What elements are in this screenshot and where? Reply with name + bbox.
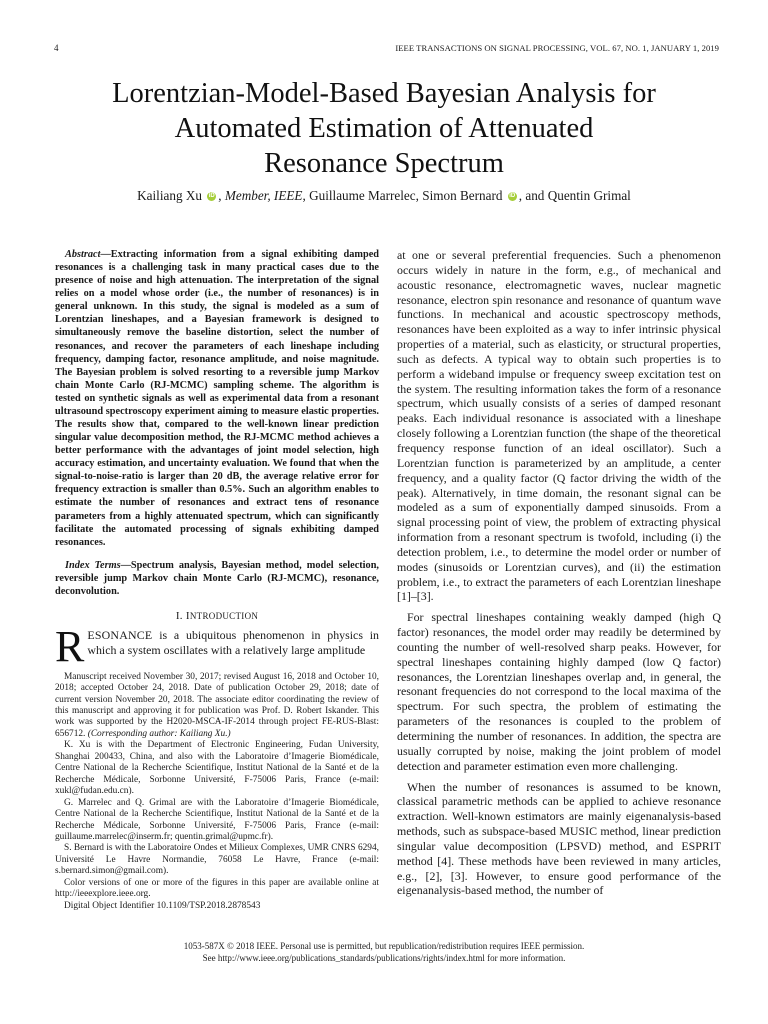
body-paragraph: For spectral lineshapes containing weakly damped (high Q factor) resonances, the model order may readily be determined by counting the number of well-resolved sharp peaks. However, for spectral lineshapes containing highly damped (low Q factor) resonances, the Lorentzian lineshapes overlap and, in general, the resonant frequencies do not correspond to the local maxima of the spectrum. For such spectra, the problem of estimating the parameters of the resonances is coupled to the problem of determining the number of resonances. In addition, the spectra are usually corrupted by noise, making the joint problem of model detection and parameter estimation even more challenging. xyxy=(397,610,721,773)
abstract-dash: — xyxy=(100,249,111,260)
copyright-line-2: See http://www.ieee.org/publications_standards/publications/rights/index.html for more information. xyxy=(202,953,566,963)
author-separator: , and xyxy=(518,188,548,203)
orcid-icon[interactable]: iD xyxy=(509,193,516,199)
index-terms xyxy=(55,559,379,598)
copyright-notice xyxy=(40,940,728,964)
footnotes xyxy=(55,672,379,913)
drop-cap: R xyxy=(55,622,85,672)
footnote-doi: Digital Object Identifier 10.1109/TSP.2018.2878543 xyxy=(64,900,261,911)
footnote-corresponding: (Corresponding author: Kailiang Xu.) xyxy=(85,728,231,739)
author-separator: , xyxy=(218,188,225,203)
author-1-role: Member, IEEE xyxy=(224,188,303,203)
section-heading xyxy=(55,610,379,622)
intro-text: is a ubiquitous phenomenon in physics in which a system oscillates with a relatively large amplitude xyxy=(87,628,379,657)
footnote-affiliation: S. Bernard is with the Laboratoire Ondes et Milieux Complexes, UMR CNRS 6294, Université Le Havre Normandie, 76058 Le Havre, France (e-mail: s.bernard.simon@gmail.com). xyxy=(55,843,379,877)
index-terms-text: Spectrum analysis, Bayesian method, model selection, reversible jump Markov chain Monte Carlo (RJ-MCMC), resonance, deconvolution. xyxy=(55,559,379,597)
author-3: Simon Bernard xyxy=(422,188,503,203)
paper-title xyxy=(40,76,728,181)
abstract xyxy=(55,248,379,549)
author-2: Guillaume Marrelec xyxy=(309,188,416,203)
title-line-2: Automated Estimation of Attenuated xyxy=(174,113,594,144)
author-line xyxy=(40,188,728,204)
footnote-affiliation: K. Xu is with the Department of Electronic Engineering, Fudan University, Shanghai 200433, China, and also with the Laboratoire d’Imagerie Biomédicale, Centre National de la Recherche Scientifique, Institut National de la Santé et de la Recherche Médicale, Sorbonne Université, F-75006 Paris, France (e-mail: xukl@fudan.edu.cn). xyxy=(55,740,379,797)
author-separator: , xyxy=(302,188,310,203)
title-line-3: Resonance Spectrum xyxy=(264,148,504,179)
footnote-affiliation: G. Marrelec and Q. Grimal are with the Laboratoire d’Imagerie Biomédicale, Centre National de la Recherche Scientifique, Institut National de la Santé et de la Recherche Médicale, Sorbonne Université, F-75006 Paris, France (e-mail: guillaume.marrelec@inserm.fr; quentin.grimal@upmc.fr). xyxy=(55,797,379,842)
author-4: Quentin Grimal xyxy=(547,188,631,203)
footnote-color-versions: Color versions of one or more of the figures in this paper are available online at http://ieeexplore.ieee.org. xyxy=(55,877,379,900)
left-column xyxy=(55,248,379,912)
body-paragraph: at one or several preferential frequencies. Such a phenomenon occurs widely in nature in the form, e.g., of mechanical and acoustic resonance, electromagnetic waves, nuclear magnetic resonance, electron spin resonance and resonance of quantum wave functions. In mechanical and acoustic spectroscopy methods, resonances have been exploited as a way to infer intrinsic physical properties of a material, such as elasticity, or structural properties, such as defects. A typical way to obtain such properties is to perform a wideband impulse or frequency sweep excitation test on the system. The resulting information takes the form of a resonance spectrum, which usually consists of a series of damped resonant peaks. Each individual resonance is associated with a lineshape closely following a Lorentzian function (the shape of the theoretical frequency response function of an ideal oscillator). Such a Lorentzian function is parameterized by an amplitude, a center frequency, and a quality factor (Q factor driving the width of the peak). Alternatively, in time domain, the resonant signal can be modeled as a sum of exponentially damped sinusoids. From a signal processing point of view, the problem of extracting physical information from a resonant spectrum is twofold, including (i) the detection problem, i.e., to determine the model order or number of modes (sinusoids or Lorentzian curves), and (ii) the estimation problem, i.e., to extract the parameters of each Lorentzian lineshape [1]–[3]. xyxy=(397,248,721,604)
author-1: Kailiang Xu xyxy=(137,188,202,203)
page-number: 4 xyxy=(54,43,59,53)
intro-paragraph xyxy=(55,622,379,672)
index-terms-dash: — xyxy=(120,559,131,571)
title-line-1: Lorentzian-Model-Based Bayesian Analysis for xyxy=(112,78,656,109)
author-separator: , xyxy=(415,188,423,203)
right-column xyxy=(397,248,721,898)
running-head: IEEE TRANSACTIONS ON SIGNAL PROCESSING, VOL. 67, NO. 1, JANUARY 1, 2019 xyxy=(395,43,719,53)
footnote-text: Manuscript received November 30, 2017; revised August 16, 2018 and October 10, 2018; accepted October 24, 2018. Date of publication October 29, 2018; date of current version November 20, 2018. The associate editor coordinating the review of this manuscript and approving it for publication was Prof. D. Robert Iskander. This work was supported by the H2020-MSCA-IF-2014 through project FE-RUS-Blast: 656712. xyxy=(55,671,379,739)
copyright-line-1: 1053-587X © 2018 IEEE. Personal use is permitted, but republication/redistribution requires IEEE permission. xyxy=(183,941,585,951)
body-paragraph: When the number of resonances is assumed to be known, classical parametric methods can be applied to achieve resonance extraction. Well-known estimators are mainly eigenanalysis-based methods, such as subspace-based MUSIC method, linear prediction singular value decomposition (LPSVD) method, and ESPRIT method [4]. These methods have been reviewed in many articles, e.g., [2], [3]. However, to ensure good performance of the eigenanalysis-based method, the number of xyxy=(397,779,721,898)
abstract-label: Abstract xyxy=(65,249,101,260)
orcid-icon[interactable]: iD xyxy=(208,193,215,199)
section-title-first: I xyxy=(185,610,190,623)
section-title-rest: NTRODUCTION xyxy=(189,611,259,622)
section-numeral: I. xyxy=(175,610,186,623)
intro-caps: ESONANCE xyxy=(87,628,153,643)
index-terms-label: Index Terms xyxy=(65,559,121,571)
abstract-text: Extracting information from a signal exhibiting damped resonances is a challenging task in many practical cases due to the presence of noise and high attenuation. The interpretation of the signal relies on a model whose order (i.e., the number of resonances) is in general unknown. In this study, the signal is modeled as a sum of Lorentzian lineshapes, and a Bayesian framework is designed to simultaneously remove the baseline distortion, select the number of resonances, and recover the parameters of each lineshape including frequency, damping factor, resonance amplitude, and noise magnitude. The Bayesian problem is solved resorting to a reversible jump Markov chain Monte Carlo (RJ-MCMC) sampling scheme. The algorithm is tested on synthetic signals as well as experimental data from a resonant ultrasound spectroscopy experiment aiming to measure elastic properties. The results show that, compared to the well-known linear prediction singular value decomposition method, the RJ-MCMC method achieves a better performance with the advantages of joint model selection, high accuracy estimation, and uncertainty evaluation. We found that when the signal-to-noise-ratio is larger than 20 dB, the average relative error for frequency extraction is smaller than 0.5%. Such an algorithm enables to estimate the number of resonances and extract tens of resonance parameters from a highly attenuated spectrum, which can significantly facilitate the automated processing of signals exhibiting damped resonances. xyxy=(55,249,379,548)
footnote-manuscript xyxy=(55,672,379,741)
